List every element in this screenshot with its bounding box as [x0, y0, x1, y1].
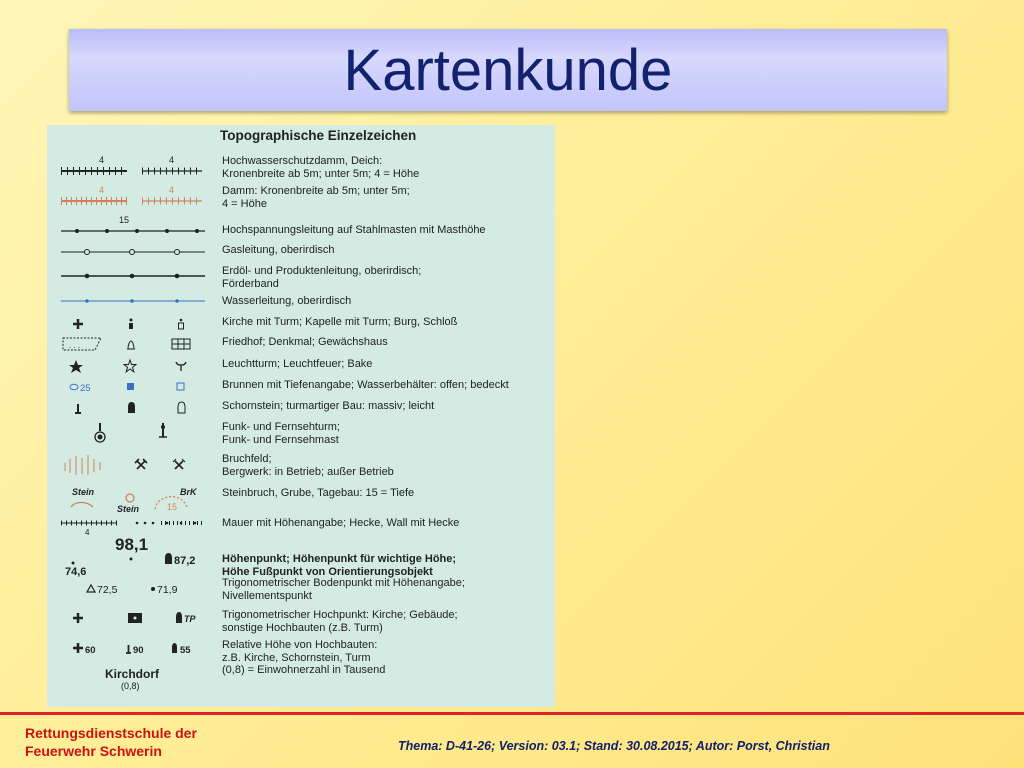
pit-icon — [126, 494, 134, 502]
chimney-rel-height: 90 — [133, 645, 144, 656]
break-field-icon — [65, 455, 100, 475]
legend-text-line: Kirche mit Turm; Kapelle mit Turm; Burg, Schloß — [222, 316, 458, 328]
trig-church-icon — [73, 613, 83, 623]
deich-symbol — [57, 155, 217, 183]
height-point-icon — [130, 558, 133, 561]
legend-row-text — [222, 336, 552, 349]
legend-text-line: Gasleitung, oberirdisch — [222, 244, 335, 256]
hedge-icon — [136, 522, 155, 525]
legend-row-text — [222, 295, 552, 308]
quarry-icon — [71, 503, 93, 508]
legend-row-text — [222, 517, 552, 530]
trig-bodenpunkt-symbols — [57, 577, 217, 603]
hochspannung-symbol — [57, 217, 217, 239]
place-name: Kirchdorf — [105, 667, 159, 681]
damm-height-label: 4 — [169, 185, 175, 195]
trig-hochpunkt-symbols — [57, 609, 217, 629]
legend-text-line: Relative Höhe von Hochbauten: — [222, 639, 378, 651]
trig-point-value: 72,5 — [97, 584, 118, 596]
open-pit-label: BrK — [180, 487, 197, 497]
legend-row-text — [222, 577, 552, 602]
legend-text-line: Trigonometrischer Hochpunkt: Kirche; Gebäude; — [222, 609, 458, 621]
relative-hoehe-symbols — [57, 639, 217, 695]
legend-text-line: Hochwasserschutzdamm, Deich: — [222, 155, 383, 167]
legend-text-line: Höhe Fußpunkt von Orientierungsobjekt — [222, 565, 433, 578]
legend-row-text — [222, 421, 552, 446]
legend-heading: Topographische Einzelzeichen — [220, 128, 417, 143]
legend-text-line: Kronenbreite ab 5m; unter 5m; 4 = Höhe — [222, 167, 420, 180]
trig-tower-icon — [176, 612, 182, 623]
levelling-point-value: 71,9 — [157, 584, 178, 596]
legend-text-line: Funk- und Fernsehturm; — [222, 421, 340, 433]
legend-row-text — [222, 358, 552, 371]
greenhouse-icon — [172, 339, 190, 349]
tower-light-icon — [178, 402, 185, 413]
depth-label: 15 — [167, 502, 178, 512]
legend-text-line: Höhenpunkt; Höhenpunkt für wichtige Höhe; — [222, 553, 457, 565]
erdoel-symbol — [57, 265, 217, 291]
height-value: 74,6 — [65, 566, 87, 578]
footer-school — [25, 724, 197, 760]
wall-height-label: 4 — [85, 528, 90, 537]
legend-row-text — [222, 487, 552, 500]
legend-row-text — [222, 265, 552, 290]
legend-text-line: sonstige Hochbauten (z.B. Turm) — [222, 621, 383, 634]
brunnen-symbols — [57, 379, 217, 395]
mine-active-icon — [135, 459, 147, 469]
bruchfeld-symbols — [57, 453, 217, 479]
levelling-point-icon — [151, 587, 155, 591]
legend-row-text — [222, 609, 552, 634]
mast-height-label: 15 — [119, 215, 130, 225]
beacon-icon — [176, 362, 186, 371]
church-rel-height: 60 — [85, 645, 96, 656]
radio-tower-icon — [95, 423, 105, 442]
legend-text-line: 4 = Höhe — [222, 197, 267, 210]
footer-school-line2: Feuerwehr Schwerin — [25, 743, 162, 759]
well-depth-label: 25 — [80, 383, 91, 394]
gasleitung-symbol — [57, 244, 217, 260]
tp-label: TP — [184, 614, 196, 624]
legend-row-text — [222, 244, 552, 257]
radio-mast-icon — [159, 423, 167, 437]
footer-divider — [0, 712, 1024, 715]
height-foot-value: 87,2 — [174, 555, 196, 567]
height-foot-point-icon — [165, 553, 172, 564]
chapel-icon — [129, 319, 133, 330]
triangulation-point-icon — [87, 585, 95, 592]
tower-rel-height: 55 — [180, 645, 191, 656]
svg-text:. . .: . . . — [69, 341, 81, 350]
legend-text-line: Hochspannungsleitung auf Stahlmasten mit Masthöhe — [222, 224, 486, 236]
steinbruch-symbols — [57, 483, 217, 519]
cemetery-icon — [63, 338, 101, 350]
legend-text-line: Schornstein; turmartiger Bau: massiv; leicht — [222, 400, 435, 412]
title-bar — [69, 29, 947, 111]
legend-text-line: (0,8) = Einwohnerzahl in Tausend — [222, 664, 386, 676]
water-tank-open-icon — [127, 383, 134, 390]
legend-text-line: Bruchfeld; — [222, 453, 272, 465]
legend-text-line: Leuchtturm; Leuchtfeuer; Bake — [222, 358, 373, 370]
legend-row-text — [222, 185, 552, 210]
legend-row-text — [222, 155, 552, 180]
quarry-label: Stein — [72, 487, 95, 497]
legend-text-line: Brunnen mit Tiefenangabe; Wasserbehälter: offen; bedeckt — [222, 379, 509, 391]
legend-row-text — [222, 379, 552, 392]
beacon-light-icon — [124, 360, 136, 372]
wasserleitung-symbol — [57, 295, 217, 311]
deich-height-label: 4 — [169, 155, 175, 165]
church-icon — [73, 319, 83, 329]
legend-row-text — [222, 224, 552, 237]
footer-school-line1: Rettungsdienstschule der — [25, 725, 197, 741]
legend-row-text — [222, 400, 552, 413]
chimney-icon — [126, 645, 131, 653]
legend-panel — [47, 125, 555, 707]
chimney-icon — [75, 404, 81, 413]
leuchtturm-symbols — [57, 358, 217, 374]
friedhof-symbols — [57, 336, 217, 356]
footer-meta: Thema: D-41-26; Version: 03.1; Stand: 30.08.2015; Autor: Porst, Christian — [398, 739, 830, 753]
well-icon — [70, 384, 78, 390]
legend-row-text — [222, 639, 552, 677]
height-value-important: 98,1 — [115, 535, 149, 554]
tower-icon — [172, 643, 177, 653]
legend-row-text — [222, 453, 552, 478]
trig-building-icon — [128, 613, 142, 623]
castle-icon — [179, 319, 184, 329]
mine-inactive-icon — [173, 459, 185, 469]
legend-text-line: Nivellementspunkt — [222, 589, 312, 602]
legend-text-line: Wasserleitung, oberirdisch — [222, 295, 352, 307]
schornstein-symbols — [57, 400, 217, 416]
deich-height-label: 4 — [99, 155, 105, 165]
legend-text-line: Funk- und Fernsehmast — [222, 433, 339, 446]
slide-title: Kartenkunde — [343, 37, 673, 103]
damm-height-label: 4 — [99, 185, 105, 195]
legend-text-line: Bergwerk: in Betrieb; außer Betrieb — [222, 465, 394, 478]
lighthouse-icon — [69, 360, 83, 373]
pit-label: Stein — [117, 504, 140, 514]
monument-icon — [127, 341, 135, 349]
water-tank-covered-icon — [177, 383, 184, 390]
legend-text-line: Friedhof; Denkmal; Gewächshaus — [222, 336, 388, 348]
height-point-icon — [72, 562, 75, 565]
funkturm-symbols — [57, 421, 217, 447]
church-icon — [73, 643, 83, 653]
embankment-hedge-icon — [161, 522, 205, 525]
legend-text-line: Trigonometrischer Bodenpunkt mit Höhenangabe; — [222, 577, 465, 589]
population-label: (0,8) — [121, 681, 140, 691]
legend-text-line: Mauer mit Höhenangabe; Hecke, Wall mit Hecke — [222, 517, 460, 529]
legend-text-line: Steinbruch, Grube, Tagebau: 15 = Tiefe — [222, 487, 415, 499]
legend-text-line: z.B. Kirche, Schornstein, Turm — [222, 651, 371, 664]
legend-text-line: Erdöl- und Produktenleitung, oberirdisch; — [222, 265, 422, 277]
tower-massive-icon — [128, 402, 135, 413]
damm-symbol — [57, 185, 217, 213]
legend-row-text — [222, 553, 552, 578]
legend-text-line: Damm: Kronenbreite ab 5m; unter 5m; — [222, 185, 410, 197]
kirche-symbols — [57, 316, 217, 332]
legend-text-line: Förderband — [222, 277, 279, 290]
hoehenpunkt-symbols — [57, 533, 217, 577]
legend-row-text — [222, 316, 552, 329]
